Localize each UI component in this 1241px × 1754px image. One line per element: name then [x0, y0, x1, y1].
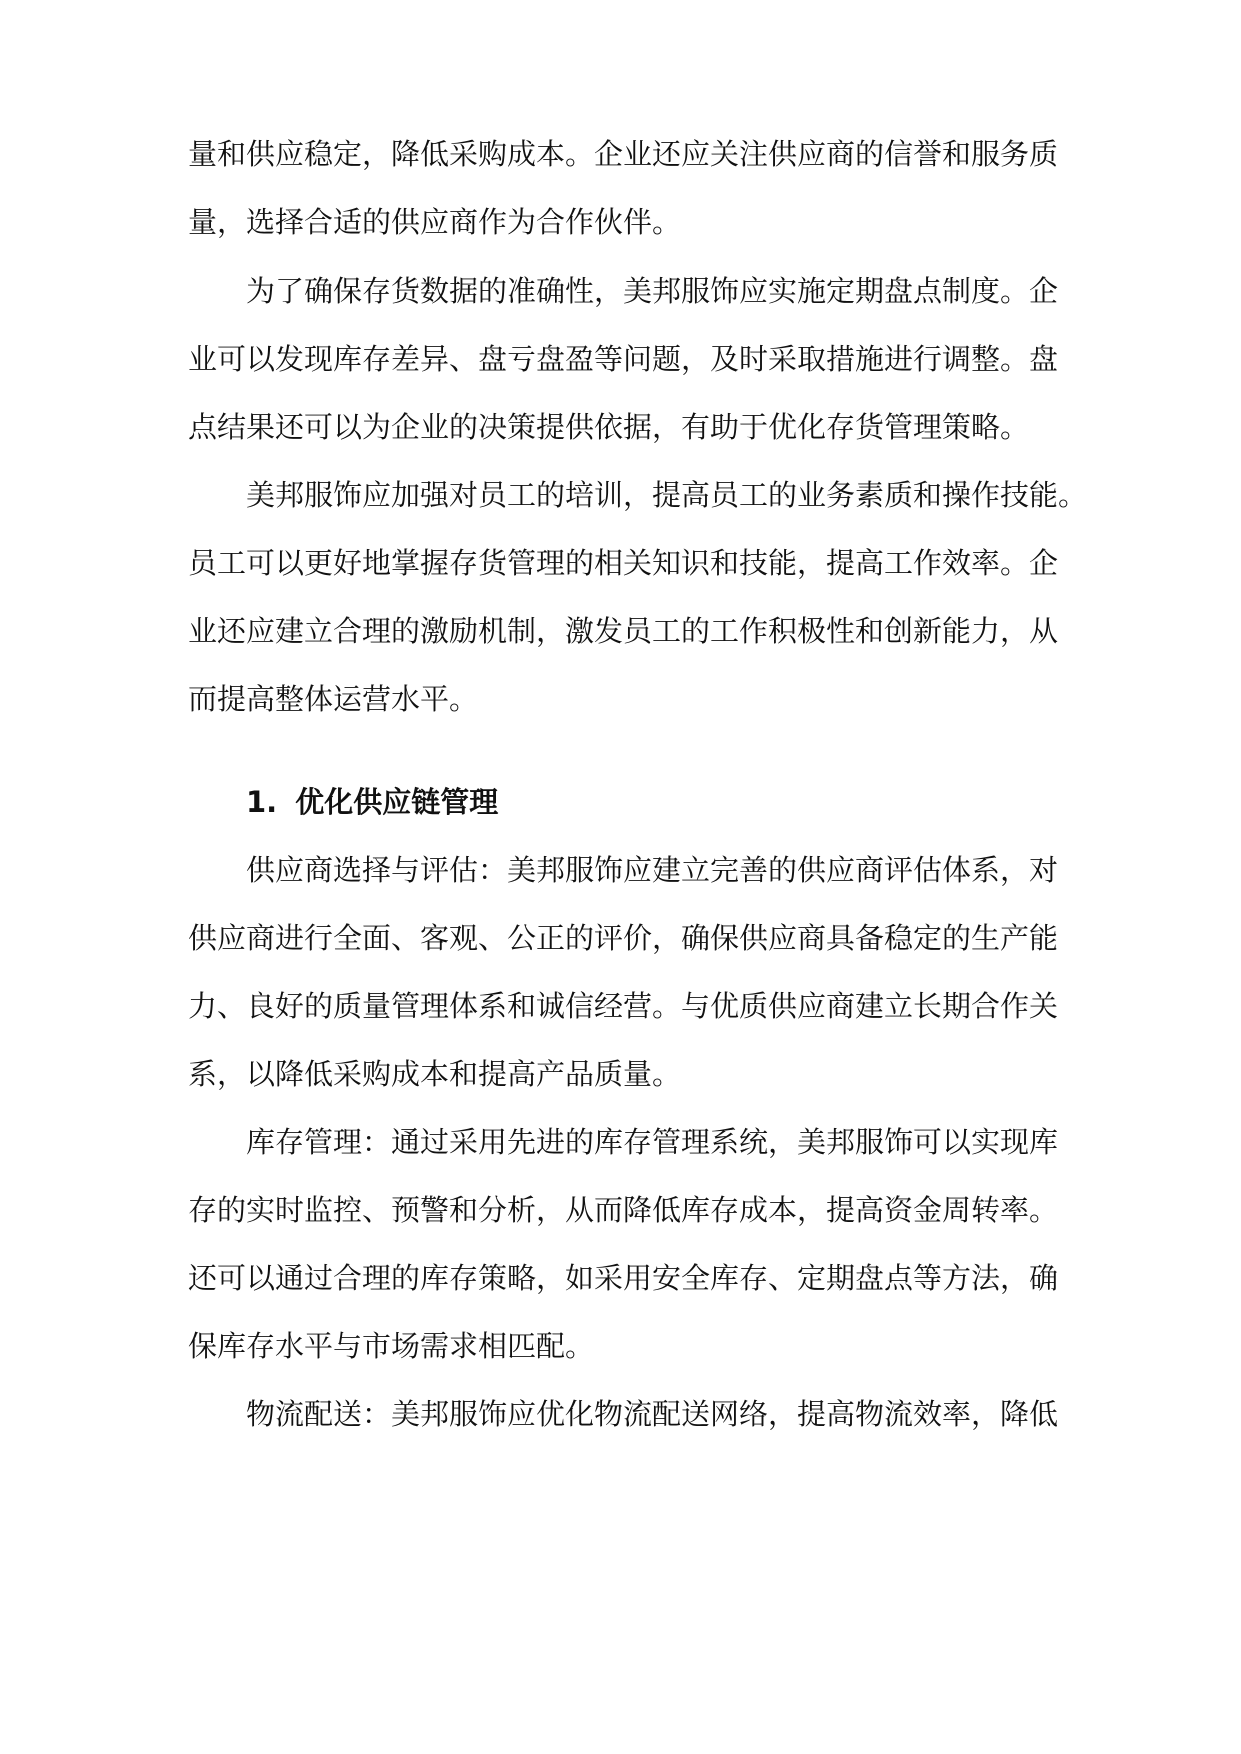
section-heading [246, 777, 498, 827]
text-line: 点结果还可以为企业的决策提供依据，有助于优化存货管理策略。 [188, 410, 1030, 444]
text-line: 业可以发现库存差异、盘亏盘盈等问题，及时采取措施进行调整。盘 [188, 342, 1059, 376]
paragraph-first-line: 为了确保存货数据的准确性，美邦服饰应实施定期盘点制度。企 [246, 274, 1059, 308]
paragraph-first-line: 库存管理：通过采用先进的库存管理系统，美邦服饰可以实现库 [246, 1125, 1059, 1159]
text-line: 存的实时监控、预警和分析，从而降低库存成本，提高资金周转率。 [188, 1193, 1059, 1227]
text-line: 而提高整体运营水平。 [188, 682, 479, 716]
text-line: 系，以降低采购成本和提高产品质量。 [188, 1057, 682, 1091]
text-line: 业还应建立合理的激励机制，激发员工的工作积极性和创新能力，从 [188, 614, 1059, 648]
section-number: 1. [246, 785, 278, 819]
text-line: 员工可以更好地掌握存货管理的相关知识和技能，提高工作效率。企 [188, 546, 1059, 580]
text-line: 力、良好的质量管理体系和诚信经营。与优质供应商建立长期合作关 [188, 989, 1059, 1023]
text-line: 保库存水平与市场需求相匹配。 [188, 1329, 595, 1363]
paragraph-first-line: 美邦服饰应加强对员工的培训，提高员工的业务素质和操作技能。 [246, 478, 1088, 512]
text-line: 量，选择合适的供应商作为合作伙伴。 [188, 205, 682, 239]
section-title: 优化供应链管理 [295, 785, 499, 819]
paragraph-first-line: 供应商选择与评估：美邦服饰应建立完善的供应商评估体系，对 [246, 853, 1059, 887]
paragraph-first-line: 物流配送：美邦服饰应优化物流配送网络，提高物流效率，降低 [246, 1397, 1059, 1431]
text-line: 量和供应稳定，降低采购成本。企业还应关注供应商的信誉和服务质 [188, 137, 1059, 171]
text-line: 供应商进行全面、客观、公正的评价，确保供应商具备稳定的生产能 [188, 921, 1059, 955]
text-line: 还可以通过合理的库存策略，如采用安全库存、定期盘点等方法，确 [188, 1261, 1059, 1295]
